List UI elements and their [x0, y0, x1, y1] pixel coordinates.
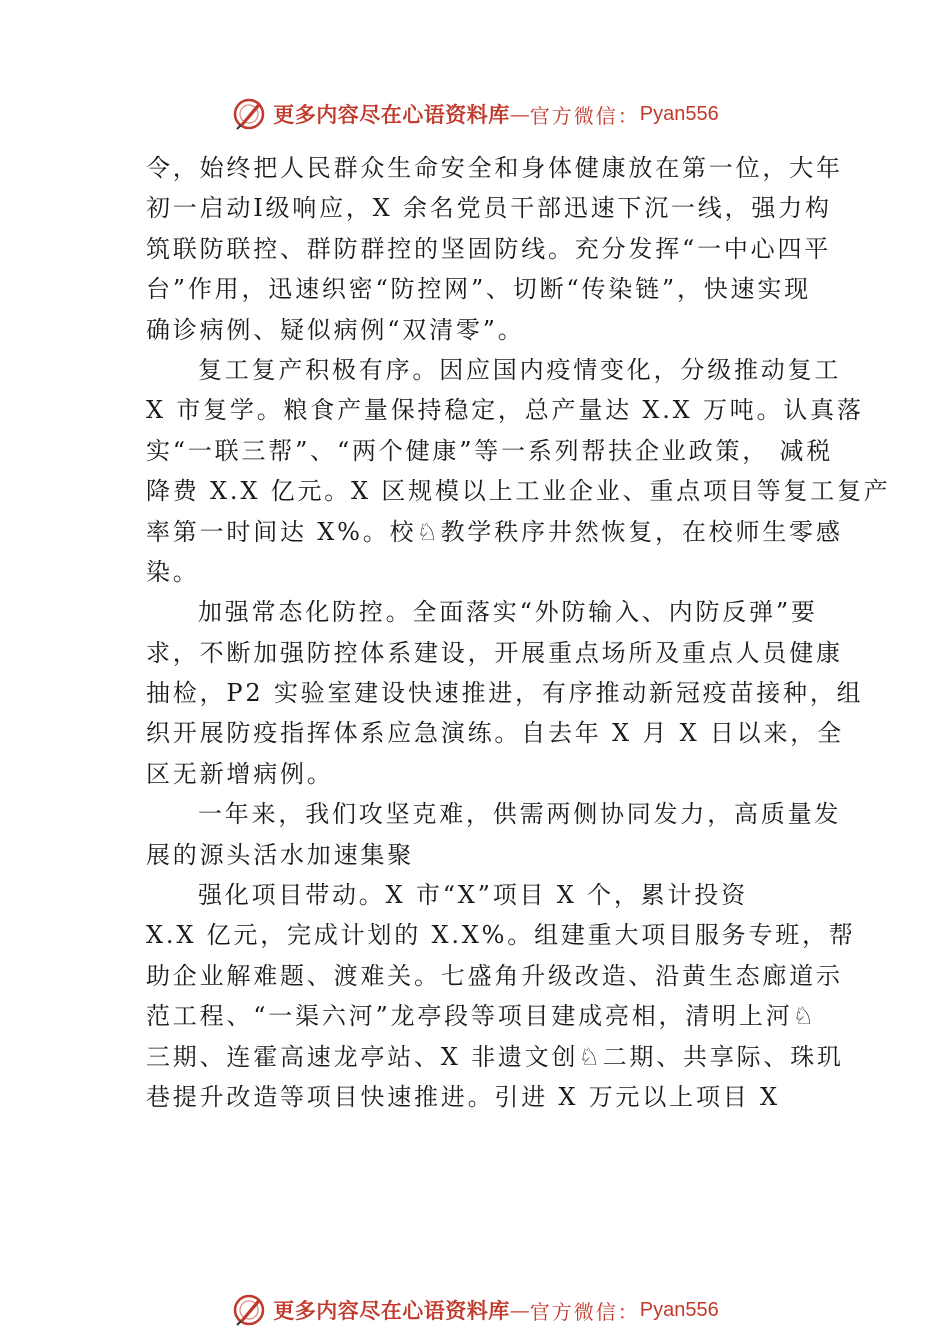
paragraph-start-line: 一年来，我们攻坚克难，供需两侧协同发力，高质量发: [198, 800, 842, 829]
text-line: X.X 亿元，完成计划的 X.X%。组建重大项目服务专班，帮: [146, 921, 856, 950]
text-line: 降费 X.X 亿元。X 区规模以上工业企业、重点项目等复工复产: [146, 477, 891, 506]
text-line: 范工程、“一渠六河”龙亭段等项目建成亮相，清明上河♘: [146, 1002, 817, 1031]
document-body: [146, 148, 891, 1117]
text-line: 织开展防疫指挥体系应急演练。自去年 X 月 X 日以来，全: [146, 719, 844, 748]
text-line: 令，始终把人民群众生命安全和身体健康放在第一位，大年: [146, 154, 843, 182]
text-line: 筑联防联控、群防群控的坚固防线。充分发挥“一中心四平: [146, 234, 832, 263]
text-line: 区无新增病例。: [146, 759, 334, 788]
text-line: 助企业解难题、渡难关。七盛角升级改造、沿黄生态廊道示: [146, 961, 843, 990]
text-line: 实“一联三帮”、“两个健康”等一系列帮扶企业政策， 减税: [146, 436, 834, 465]
header-banner: [0, 92, 950, 136]
text-line: 初一启动Ⅰ级响应，X 余名党员干部迅速下沉一线，强力构: [146, 194, 832, 223]
banner-wechat-id: Pyan556: [639, 1298, 719, 1321]
text-line: 台”作用，迅速织密“防控网”、切断“传染链”，快速实现: [146, 275, 811, 304]
text-line: X 市复学。粮食产量保持稳定，总产量达 X.X 万吨。认真落: [146, 396, 864, 425]
footer-banner: [0, 1288, 950, 1332]
banner-text: 更多内容尽在心语资料库: [273, 1298, 510, 1323]
paragraph-start-line: 加强常态化防控。全面落实“外防输入、内防反弹”要: [198, 598, 818, 627]
quill-seal-icon: [231, 96, 267, 132]
text-line: 抽检，P2 实验室建设快速推进，有序推动新冠疫苗接种，组: [146, 679, 864, 708]
banner-wechat-label: 官方微信：: [529, 103, 640, 128]
banner-text: 更多内容尽在心语资料库: [273, 102, 510, 127]
banner-wechat-id: Pyan556: [639, 102, 719, 125]
banner-separator: —: [509, 102, 530, 126]
paragraph-start-line: 复工复产积极有序。因应国内疫情变化，分级推动复工: [198, 355, 842, 384]
paragraph-start-line: 强化项目带动。X 市“X”项目 X 个，累计投资: [198, 881, 748, 910]
text-line: 确诊病例、疑似病例“双清零”。: [146, 315, 525, 344]
text-line: 率第一时间达 X%。校♘教学秩序井然恢复，在校师生零感: [146, 517, 843, 546]
banner-separator: —: [509, 1298, 530, 1322]
text-line: 染。: [146, 557, 200, 586]
text-line: 巷提升改造等项目快速推进。引进 X 万元以上项目 X: [146, 1082, 780, 1111]
text-line: 三期、连霍高速龙亭站、X 非遗文创♘二期、共享际、珠玑: [146, 1042, 844, 1071]
banner-wechat-label: 官方微信：: [529, 1299, 640, 1324]
quill-seal-icon: [231, 1292, 267, 1328]
text-line: 展的源头活水加速集聚: [146, 840, 414, 869]
text-line: 求，不断加强防控体系建设，开展重点场所及重点人员健康: [146, 638, 843, 667]
